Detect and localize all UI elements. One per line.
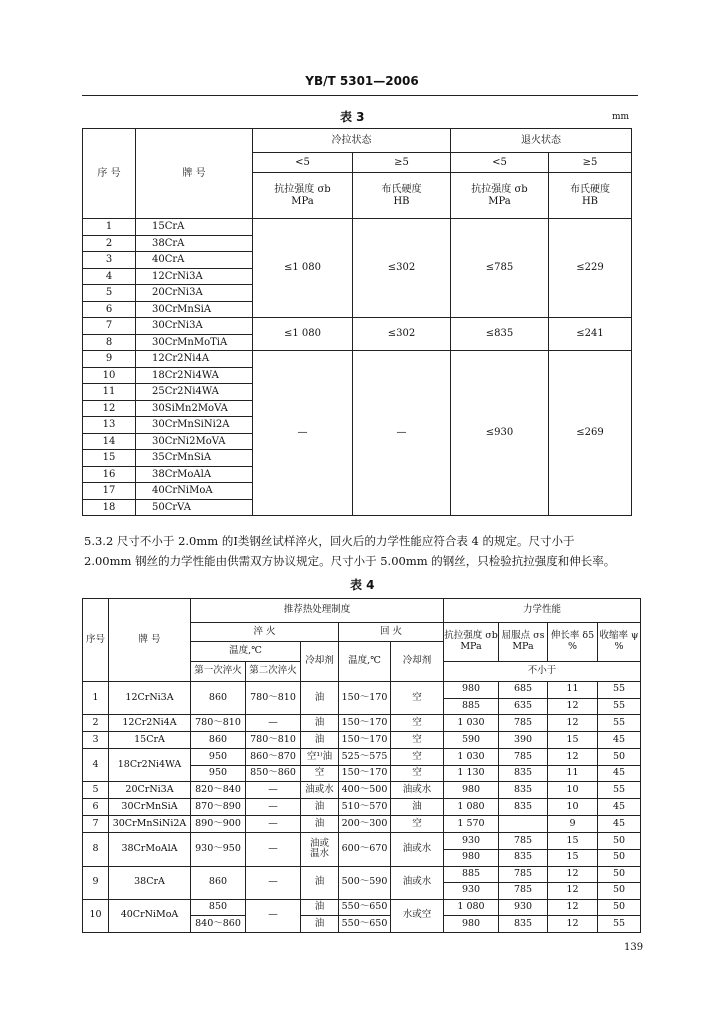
yield-cell: 835: [499, 916, 548, 933]
first-quench-cell: 840～860: [191, 916, 246, 933]
row-number: 5: [83, 782, 109, 799]
grade-cell: 30CrNi2MoVA: [136, 433, 253, 450]
reduction-cell: 55: [598, 682, 641, 699]
temper-temp-cell: 525～575: [339, 749, 391, 766]
first-quench-cell: 780～810: [191, 715, 246, 732]
col-header-lt5: <5: [253, 153, 353, 173]
cold-tensile-cell: —: [253, 351, 353, 516]
second-quench-cell: —: [246, 833, 301, 866]
yield-cell: 835: [499, 799, 548, 816]
elongation-label: 伸长率 δ5: [550, 630, 595, 642]
grade-cell: 30CrMnSiNi2A: [109, 816, 191, 833]
first-quench-cell: 950: [191, 749, 246, 766]
col-header-ge5: ≥5: [549, 153, 632, 173]
grade-cell: 40CrNiMoA: [109, 899, 191, 932]
second-quench-cell: —: [246, 715, 301, 732]
reduction-cell: 50: [598, 749, 641, 766]
yield-cell: 785: [499, 749, 548, 766]
col-header-tensile: [253, 173, 353, 219]
reduction-label: 收缩率 ψ: [599, 630, 639, 642]
col-header-yield: [499, 623, 548, 662]
grade-cell: 30CrMnSiA: [136, 301, 253, 318]
reduction-cell: 50: [598, 849, 641, 866]
row-number: 15: [83, 450, 136, 467]
second-quench-cell: 780～810: [246, 732, 301, 749]
quench-coolant-cell: 油: [301, 899, 339, 916]
first-quench-cell: 820～840: [191, 782, 246, 799]
temper-coolant-cell: 空: [391, 816, 444, 833]
reduction-cell: 50: [598, 899, 641, 916]
table-row: [83, 318, 632, 335]
yield-cell: [499, 816, 548, 833]
row-number: 8: [83, 833, 109, 866]
tensile-cell: 980: [444, 916, 499, 933]
table-row: [83, 866, 641, 883]
col-header-quench: 淬 火: [191, 623, 339, 642]
annealed-hardness-cell: ≤269: [549, 351, 632, 516]
col-header-quench-temp: 温度,℃: [191, 642, 301, 662]
paragraph-line: 5.3.2 尺寸不小于 2.0mm 的Ⅰ类钢丝试样淬火，回火后的力学性能应符合表 4 的规定。尺寸小于: [84, 534, 575, 548]
reduction-cell: 50: [598, 883, 641, 900]
table-row: [83, 732, 641, 749]
col-header-grade: 牌 号: [109, 599, 191, 682]
yield-cell: 835: [499, 782, 548, 799]
elongation-cell: 10: [548, 782, 598, 799]
temper-coolant-cell: 水或空: [391, 899, 444, 932]
annealed-tensile-cell: ≤835: [451, 318, 549, 351]
grade-cell: 30SiMn2MoVA: [136, 400, 253, 417]
grade-cell: 38CrA: [109, 866, 191, 899]
row-number: 4: [83, 749, 109, 782]
grade-cell: 30CrMnMoTiA: [136, 334, 253, 351]
temper-temp-cell: 200～300: [339, 816, 391, 833]
col-header-grade: 牌 号: [136, 129, 253, 219]
temper-coolant-cell: 油或水: [391, 866, 444, 899]
quench-coolant-cell: 空¹⁾油: [301, 749, 339, 766]
elongation-cell: 12: [548, 866, 598, 883]
col-header-hardness: [549, 173, 632, 219]
standard-number: YB/T 5301—2006: [305, 74, 419, 88]
quench-coolant-cell: 油: [301, 866, 339, 899]
table-row: [83, 799, 641, 816]
yield-cell: 785: [499, 883, 548, 900]
grade-cell: 15CrA: [109, 732, 191, 749]
tensile-cell: 1 080: [444, 899, 499, 916]
second-quench-cell: —: [246, 866, 301, 899]
temper-temp-cell: 550～650: [339, 916, 391, 933]
elongation-cell: 15: [548, 849, 598, 866]
elongation-cell: 15: [548, 833, 598, 850]
table-4: [82, 598, 641, 933]
row-number: 7: [83, 318, 136, 335]
grade-cell: 30CrMnSiA: [109, 799, 191, 816]
hardness-label: 布氏硬度: [381, 184, 422, 195]
first-quench-cell: 870～890: [191, 799, 246, 816]
elongation-cell: 12: [548, 883, 598, 900]
first-quench-cell: 950: [191, 765, 246, 782]
reduction-cell: 45: [598, 765, 641, 782]
first-quench-cell: 860: [191, 682, 246, 715]
row-number: 5: [83, 285, 136, 302]
row-number: 6: [83, 301, 136, 318]
elongation-cell: 12: [548, 899, 598, 916]
temper-temp-cell: 400～500: [339, 782, 391, 799]
cold-tensile-cell: ≤1 080: [253, 219, 353, 318]
row-number: 4: [83, 268, 136, 285]
temper-coolant-cell: 空: [391, 682, 444, 715]
table-row: [83, 899, 641, 916]
grade-cell: 38CrA: [136, 235, 253, 252]
table-3: [82, 128, 632, 516]
tensile-cell: 930: [444, 883, 499, 900]
reduction-cell: 55: [598, 698, 641, 715]
quench-coolant-cell: 油: [301, 799, 339, 816]
yield-cell: 635: [499, 698, 548, 715]
tensile-cell: 1 030: [444, 749, 499, 766]
col-header-elongation: [548, 623, 598, 662]
row-number: 10: [83, 899, 109, 932]
row-number: 9: [83, 351, 136, 368]
tensile-cell: 1 570: [444, 816, 499, 833]
quench-coolant-cell: 油: [301, 816, 339, 833]
grade-cell: 12Cr2Ni4A: [109, 715, 191, 732]
grade-cell: 12Cr2Ni4A: [136, 351, 253, 368]
tensile-cell: 1 030: [444, 715, 499, 732]
temper-temp-cell: 150～170: [339, 682, 391, 715]
first-quench-cell: 860: [191, 732, 246, 749]
tensile-label: 抗拉强度 σb: [444, 630, 498, 642]
table-row: [83, 715, 641, 732]
col-header-no: 序 号: [83, 129, 136, 219]
col-header-annealed: 退火状态: [451, 129, 632, 153]
row-number: 16: [83, 466, 136, 483]
temper-coolant-cell: 油: [391, 799, 444, 816]
grade-cell: 40CrNiMoA: [136, 483, 253, 500]
yield-cell: 835: [499, 849, 548, 866]
unit-label: HB: [581, 195, 599, 207]
row-number: 10: [83, 367, 136, 384]
unit-label: MPa: [488, 195, 511, 207]
yield-cell: 930: [499, 899, 548, 916]
elongation-cell: 12: [548, 698, 598, 715]
annealed-tensile-cell: ≤930: [451, 351, 549, 516]
second-quench-cell: 780～810: [246, 682, 301, 715]
yield-cell: 785: [499, 833, 548, 850]
quench-coolant-cell: 油: [301, 715, 339, 732]
elongation-cell: 9: [548, 816, 598, 833]
elongation-cell: 15: [548, 732, 598, 749]
yield-cell: 390: [499, 732, 548, 749]
row-number: 18: [83, 499, 136, 516]
quench-coolant-cell: 油: [301, 682, 339, 715]
grade-cell: 12CrNi3A: [109, 682, 191, 715]
temper-coolant-cell: 油或水: [391, 782, 444, 799]
unit-label: MPa: [291, 195, 314, 207]
second-quench-cell: —: [246, 782, 301, 799]
grade-cell: 25Cr2Ni4WA: [136, 384, 253, 401]
temper-temp-cell: 600～670: [339, 833, 391, 866]
tensile-cell: 980: [444, 849, 499, 866]
temper-temp-cell: 550～650: [339, 899, 391, 916]
quench-coolant-cell: 空: [301, 765, 339, 782]
temper-coolant-cell: 空: [391, 715, 444, 732]
grade-cell: 12CrNi3A: [136, 268, 253, 285]
col-header-lt5: <5: [451, 153, 549, 173]
row-number: 1: [83, 219, 136, 236]
yield-cell: 785: [499, 715, 548, 732]
paragraph-line: 2.00mm 钢丝的力学性能由供需双方协议规定。尺寸小于 5.00mm 的钢丝，只检验抗拉强度和伸长率。: [84, 554, 616, 568]
row-number: 2: [83, 715, 109, 732]
first-quench-cell: 930～950: [191, 833, 246, 866]
yield-cell: 835: [499, 765, 548, 782]
temper-coolant-cell: 空: [391, 749, 444, 766]
grade-cell: 20CrNi3A: [109, 782, 191, 799]
col-header-heat-treatment: 推荐热处理制度: [191, 599, 444, 623]
tensile-cell: 1 080: [444, 799, 499, 816]
row-number: 8: [83, 334, 136, 351]
row-number: 3: [83, 732, 109, 749]
annealed-hardness-cell: ≤229: [549, 219, 632, 318]
col-header-second-quench: 第二次淬火: [246, 662, 301, 682]
annealed-hardness-cell: ≤241: [549, 318, 632, 351]
row-number: 14: [83, 433, 136, 450]
grade-cell: 30CrNi3A: [136, 318, 253, 335]
second-quench-cell: —: [246, 899, 301, 932]
unit-label: HB: [393, 195, 410, 207]
col-header-no: 序号: [83, 599, 109, 682]
cold-tensile-cell: ≤1 080: [253, 318, 353, 351]
reduction-cell: 55: [598, 715, 641, 732]
table-row: [83, 219, 632, 236]
col-header-cold: 冷拉状态: [253, 129, 451, 153]
grade-cell: 15CrA: [136, 219, 253, 236]
tensile-label: 抗拉强度 σb: [471, 184, 528, 195]
reduction-cell: 50: [598, 866, 641, 883]
page-number: 139: [624, 942, 644, 953]
temper-coolant-cell: 空: [391, 732, 444, 749]
temper-coolant-cell: 油或水: [391, 833, 444, 866]
col-header-first-quench: 第一次淬火: [191, 662, 246, 682]
row-number: 2: [83, 235, 136, 252]
tensile-cell: 980: [444, 682, 499, 699]
tensile-cell: 885: [444, 866, 499, 883]
tensile-cell: 980: [444, 782, 499, 799]
reduction-cell: 45: [598, 799, 641, 816]
first-quench-cell: 860: [191, 866, 246, 899]
elongation-cell: 12: [548, 715, 598, 732]
row-number: 6: [83, 799, 109, 816]
temper-coolant-cell: 空: [391, 765, 444, 782]
col-header-tensile: [451, 173, 549, 219]
unit-label: %: [568, 641, 578, 652]
elongation-cell: 10: [548, 799, 598, 816]
second-quench-cell: 860～870: [246, 749, 301, 766]
table3-caption: 表 3: [340, 110, 365, 124]
unit-label: MPa: [512, 641, 534, 652]
second-quench-cell: 850～860: [246, 765, 301, 782]
grade-cell: 18Cr2Ni4WA: [109, 749, 191, 782]
second-quench-cell: —: [246, 799, 301, 816]
col-header-ge5: ≥5: [353, 153, 451, 173]
row-number: 12: [83, 400, 136, 417]
grade-cell: 18Cr2Ni4WA: [136, 367, 253, 384]
tensile-cell: 885: [444, 698, 499, 715]
table-row: [83, 833, 641, 850]
col-header-temper: 回 火: [339, 623, 444, 642]
quench-coolant-cell: 油: [301, 732, 339, 749]
row-number: 13: [83, 417, 136, 434]
temper-temp-cell: 150～170: [339, 732, 391, 749]
grade-cell: 50CrVA: [136, 499, 253, 516]
reduction-cell: 55: [598, 916, 641, 933]
grade-cell: 20CrNi3A: [136, 285, 253, 302]
temper-temp-cell: 510～570: [339, 799, 391, 816]
second-quench-cell: —: [246, 816, 301, 833]
grade-cell: 38CrMoAlA: [109, 833, 191, 866]
table3-unit: mm: [612, 112, 630, 122]
temper-temp-cell: 150～170: [339, 715, 391, 732]
reduction-cell: 45: [598, 816, 641, 833]
yield-label: 屈服点 σs: [501, 630, 545, 642]
tensile-cell: 590: [444, 732, 499, 749]
row-number: 1: [83, 682, 109, 715]
row-number: 17: [83, 483, 136, 500]
table-row: [83, 749, 641, 766]
hardness-label: 布氏硬度: [570, 184, 610, 195]
reduction-cell: 45: [598, 732, 641, 749]
col-header-tensile: [444, 623, 499, 662]
col-header-reduction: [598, 623, 641, 662]
quench-coolant-cell: 油或温水: [301, 833, 339, 866]
yield-cell: 685: [499, 682, 548, 699]
table4-caption: 表 4: [350, 578, 375, 592]
tensile-cell: 930: [444, 833, 499, 850]
cold-hardness-cell: —: [353, 351, 451, 516]
grade-cell: 35CrMnSiA: [136, 450, 253, 467]
tensile-cell: 1 130: [444, 765, 499, 782]
temper-temp-cell: 150～170: [339, 765, 391, 782]
row-number: 3: [83, 252, 136, 269]
elongation-cell: 12: [548, 916, 598, 933]
cold-hardness-cell: ≤302: [353, 219, 451, 318]
grade-cell: 38CrMoAlA: [136, 466, 253, 483]
elongation-cell: 11: [548, 765, 598, 782]
annealed-tensile-cell: ≤785: [451, 219, 549, 318]
row-number: 7: [83, 816, 109, 833]
row-number: 9: [83, 866, 109, 899]
elongation-cell: 11: [548, 682, 598, 699]
tensile-label: 抗拉强度 σb: [274, 184, 331, 195]
col-header-hardness: [353, 173, 451, 219]
unit-label: %: [614, 641, 624, 652]
header-rule: [82, 95, 638, 96]
quench-coolant-cell: 油: [301, 916, 339, 933]
col-header-quench-coolant: 冷却剂: [301, 642, 339, 682]
table-row: [83, 782, 641, 799]
quench-coolant-cell: 油或水: [301, 782, 339, 799]
reduction-cell: 50: [598, 833, 641, 850]
row-number: 11: [83, 384, 136, 401]
cold-hardness-cell: ≤302: [353, 318, 451, 351]
clause-5-3-2: [84, 531, 644, 571]
col-header-temper-temp: 温度,℃: [339, 642, 391, 682]
reduction-cell: 55: [598, 782, 641, 799]
col-header-temper-coolant: 冷却剂: [391, 642, 444, 682]
table-row: [83, 351, 632, 368]
yield-cell: 785: [499, 866, 548, 883]
col-header-mechanical: 力学性能: [444, 599, 641, 623]
elongation-cell: 12: [548, 749, 598, 766]
first-quench-cell: 890～900: [191, 816, 246, 833]
table-row: [83, 682, 641, 699]
first-quench-cell: 850: [191, 899, 246, 916]
table-row: [83, 816, 641, 833]
col-header-min: 不小于: [444, 662, 641, 682]
temper-temp-cell: 500～590: [339, 866, 391, 899]
unit-label: MPa: [460, 641, 482, 652]
grade-cell: 40CrA: [136, 252, 253, 269]
grade-cell: 30CrMnSiNi2A: [136, 417, 253, 434]
